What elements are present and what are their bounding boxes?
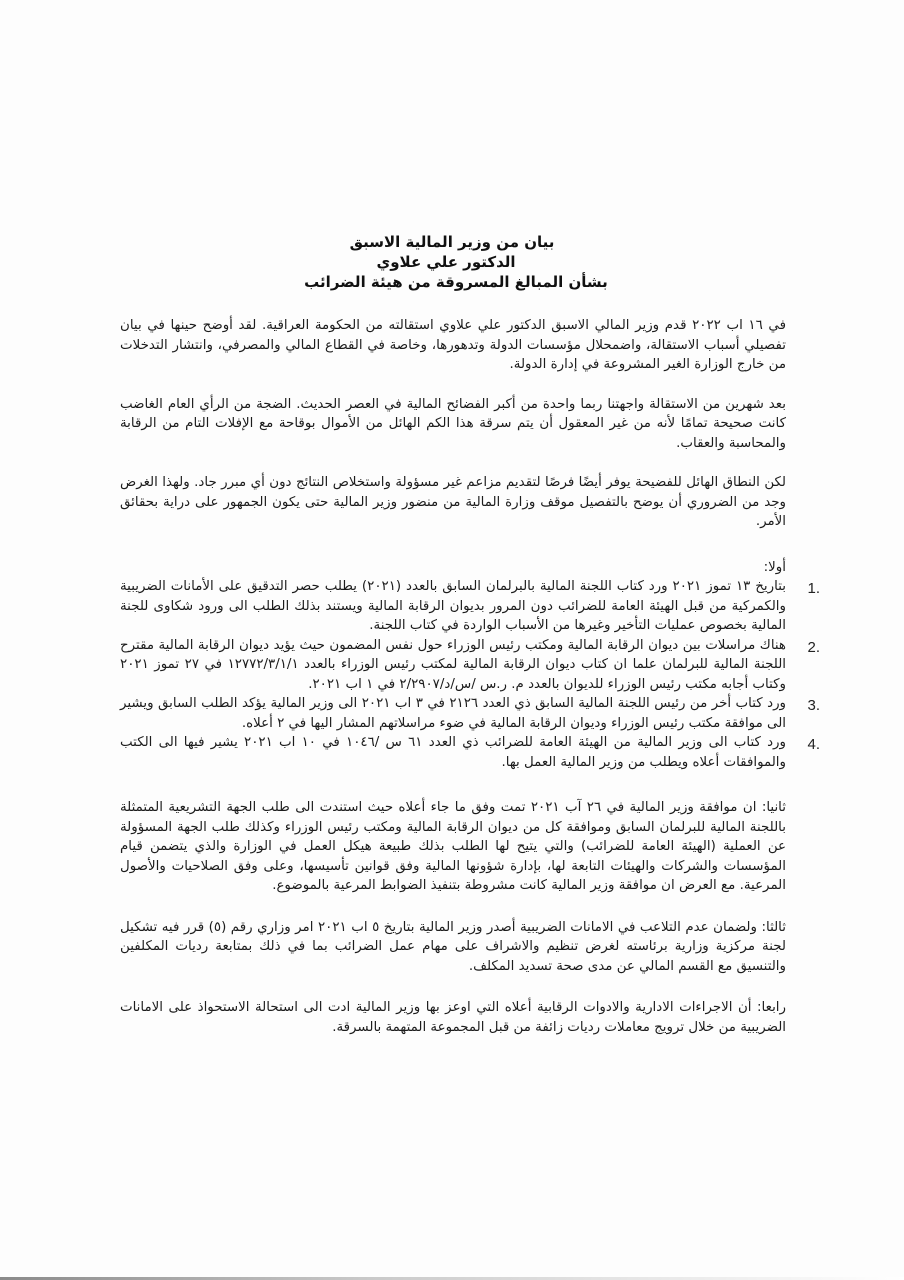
section-first-label: أولا: [763,559,786,575]
document-subject: بشأن المبالغ المسروقة من هيئة الضرائب [304,273,608,291]
list-item [120,694,820,733]
list-item [120,577,820,636]
section-first-list [120,577,820,772]
section-fourth-paragraph: رابعا: أن الاجراءات الادارية والادوات الرقابية أعلاه التي اوعز بها وزير المالية ادت الى استحالة الاستحواذ على الامانات الضريبية من خلال ترويج معاملات رديات زائفة من قبل المجموعة المتهمة بالسرقة. [120,1000,786,1035]
list-item-text: ورد كتاب أخر من رئيس اللجنة المالية السابق ذي العدد ٢١٢٦ في ٣ اب ٢٠٢١ الى وزير المالية يؤكد الطلب السابق ويشير الى موافقة مكتب رئيس الوزراء وديوان الرقابة المالية في ضوء مراسلاتهم المشار اليها في ٢ أعلاه. [120,696,786,731]
list-item-text: ورد كتاب الى وزير المالية من الهيئة العامة للضرائب ذي العدد ٦١ س /١٠٤٦ في ١٠ اب ٢٠٢١ يشير فيها الى الكتب والموافقات أعلاه ويطلب من وزير المالية العمل بها. [120,735,786,770]
document-title: بيان من وزير المالية الاسبق [349,233,555,251]
document-body [120,316,820,1057]
intro-paragraph-1: في ١٦ اب ٢٠٢٢ قدم وزير المالي الاسبق الدكتور علي علاوي استقالته من الحكومة العراقية. لقد أوضح حينها في بيان تفصيلي أسباب الاستقالة، واضمحلال مؤسسات الدولة وتدهورها، وخاصة في القطاع المالي والمصرفي، وانتشار التدخلات من خارج الوزارة الغير المشروعة في إدارة الدولة. [120,318,786,372]
list-item-number: 4. [807,736,820,753]
list-item-number: 1. [807,580,820,597]
section-third-paragraph: ثالثا: ولضمان عدم التلاعب في الامانات الضريبية أصدر وزير المالية بتاريخ ٥ اب ٢٠٢١ امر وزاري رقم (٥) قرر فيه تشكيل لجنة مركزية وزارية برئاسته لغرض تنظيم والاشراف على مهام عمل الضرائب بما في ذلك بمتابعة رديات المكلفين والتنسيق مع القسم المالي عن مدى صحة تسديد المكلف. [120,919,786,974]
document-author: الدكتور علي علاوي [376,253,516,271]
intro-paragraph-2: بعد شهرين من الاستقالة واجهتنا ربما واحدة من أكبر الفضائح المالية في العصر الحديث. الضجة من الرأي العام الغاضب كانت صحيحة تمامًا لأنه من غير المعقول أن يتم سرقة هذا الكم الهائل من الأموال بوقاحة مع الإفلات التام من الرقابة والمحاسبة والعقاب. [120,396,786,451]
list-item-number: 3. [807,697,820,714]
list-item-number: 2. [807,638,820,656]
list-item [120,733,820,772]
document-header [0,232,904,292]
list-item [120,636,820,695]
list-item-text: بتاريخ ١٣ تموز ٢٠٢١ ورد كتاب اللجنة المالية بالبرلمان السابق بالعدد (٢٠٢١) يطلب حصر التدقيق على الأمانات الضريبية والكمركية من قبل الهيئة العامة للضرائب دون المرور بديوان الرقابة المالية ويستند بذلك الطلب الى ورود شكاوى للجنة المالية بخصوص عمليات التأخير وغيرها من الأسباب الواردة في كتاب اللجنة. [120,579,786,633]
section-second-paragraph: ثانيا: ان موافقة وزير المالية في ٢٦ آب ٢٠٢١ تمت وفق ما جاء أعلاه حيث استندت الى طلب الجهة التشريعية المتمثلة باللجنة المالية للبرلمان السابق وموافقة كل من ديوان الرقابة المالية ومكتب رئيس الوزراء وكذلك طلب الجهة المسؤولة عن العملية (الهيئة العامة للضرائب) والتي يتيح لها الطلب بذلك طبيعة هيكل العمل في الوزارة والذي يتضمن قيام المؤسسات والشركات والهيئات التابعة لها، بإدارة شؤونها المالية وفق قوانين تأسيسها، وعلى وفق الصلاحيات والأصول المرعية. مع العرض ان موافقة وزير المالية كانت مشروطة بتنفيذ الضوابط المرعية بالموضوع. [120,800,786,893]
list-item-text: هناك مراسلات بين ديوان الرقابة المالية ومكتب رئيس الوزراء حول نفس المضمون حيث يؤيد ديوان الرقابة المالية مقترح اللجنة المالية للبرلمان علما ان كتاب ديوان الرقابة المالية لمكتب رئيس الوزراء بالعدد ١٢٧٧٢/٣/١/١ في ٢٧ تموز ٢٠٢١ وكتاب أجابه مكتب رئيس الوزراء للديوان بالعدد م. ر.س /س/د/٢/٢٩٠٧ في ١ اب ٢٠٢١. [120,637,786,692]
intro-paragraph-3: لكن النطاق الهائل للفضيحة يوفر أيضًا فرصًا لتقديم مزاعم غير مسؤولة واستخلاص النتائج دون أي مبرر جاد. ولهذا الغرض وجد من الضروري أن يوضح بالتفصيل موقف وزارة المالية من منضور وزير المالية حتى يكون الجمهور على دراية بحقائق الأمر. [120,475,786,529]
